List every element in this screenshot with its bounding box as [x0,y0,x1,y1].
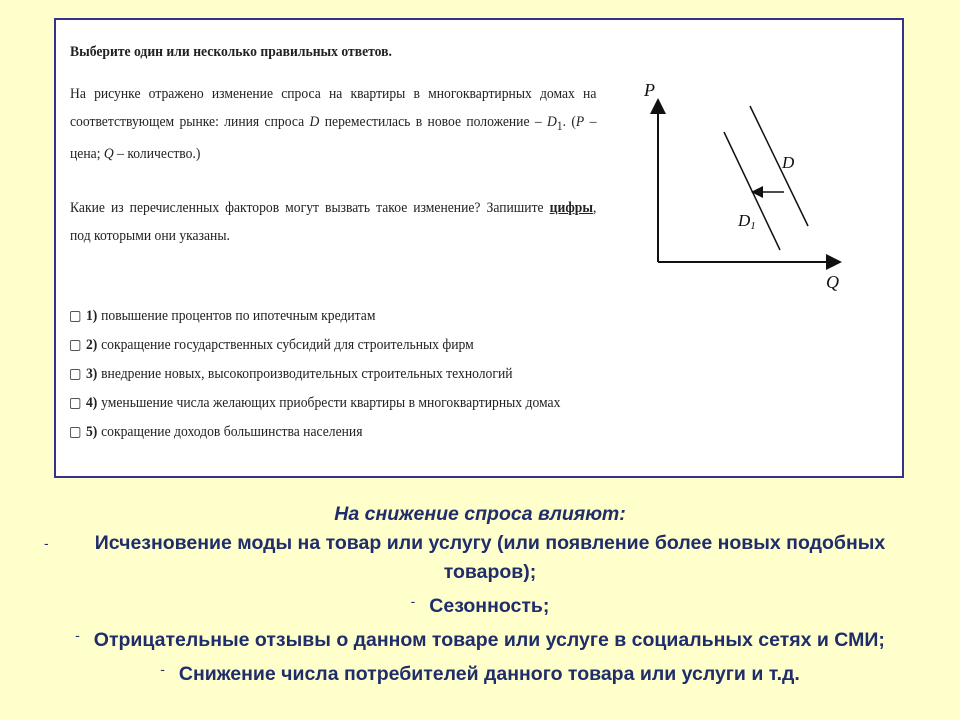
answer-item-3: - Отрицательные отзывы о данном товаре или услуге в социальных сетях и СМИ; [75,627,885,651]
answer-item-2: - Сезонность; [410,593,550,617]
curve-d1-label: D1 [738,211,756,232]
option-3[interactable]: 3) внедрение новых, высокопроизводительных строительных технологий [70,360,596,389]
question-instruction: Выберите один или несколько правильных ответов. [70,44,392,60]
checkbox[interactable] [70,340,80,351]
dash-bullet: - [44,535,49,551]
checkbox[interactable] [70,427,80,438]
question-card [54,18,904,478]
demand-curve-d [750,106,808,226]
checkbox[interactable] [70,369,80,380]
answer-item-4: - Снижение числа потребителей данного товара или услуги и т.д. [160,661,800,685]
demand-shift-graph [642,76,862,316]
option-text: уменьшение числа желающих приобрести квартиры в многоквартирных домах [101,395,561,411]
option-text: повышение процентов по ипотечным кредитам [101,308,376,324]
answer-options [70,302,596,447]
option-text: внедрение новых, высокопроизводительных строительных технологий [101,366,513,382]
curve-d-label: D [782,153,795,172]
answer-heading: На снижение спроса влияют: [334,503,626,525]
dash-bullet: - [75,627,80,643]
option-1[interactable]: 1) повышение процентов по ипотечным кредитам [70,302,596,331]
option-text: сокращение государственных субсидий для строительных фирм [101,337,474,353]
answer-block [0,500,960,689]
option-text: сокращение доходов большинства населения [101,424,363,440]
answer-item-1: - Исчезновение моды на товар или услугу (или появление более новых подобных товаров); [0,529,960,587]
question-description: На рисунке отражено изменение спроса на квартиры в многоквартирных домах на соответствующем рынке: линия спроса D переместилась в новое положение – $D_1$. (P – цена; Q – количество.) [70,86,597,162]
dash-bullet: - [410,593,416,609]
checkbox[interactable] [70,311,80,322]
checkbox[interactable] [70,398,80,409]
option-4[interactable]: 4) уменьшение числа желающих приобрести квартиры в многоквартирных домах [70,389,596,418]
y-axis-label: P [644,80,655,100]
x-axis-label: Q [826,272,839,292]
option-5[interactable]: 5) сокращение доходов большинства населения [70,418,596,447]
question-ask: Какие из перечисленных факторов могут вызвать такое изменение? Запишите цифры, под которыми они указаны. [70,199,597,244]
question-text [70,38,596,250]
dash-bullet: - [160,661,165,677]
option-2[interactable]: 2) сокращение государственных субсидий для строительных фирм [70,331,596,360]
